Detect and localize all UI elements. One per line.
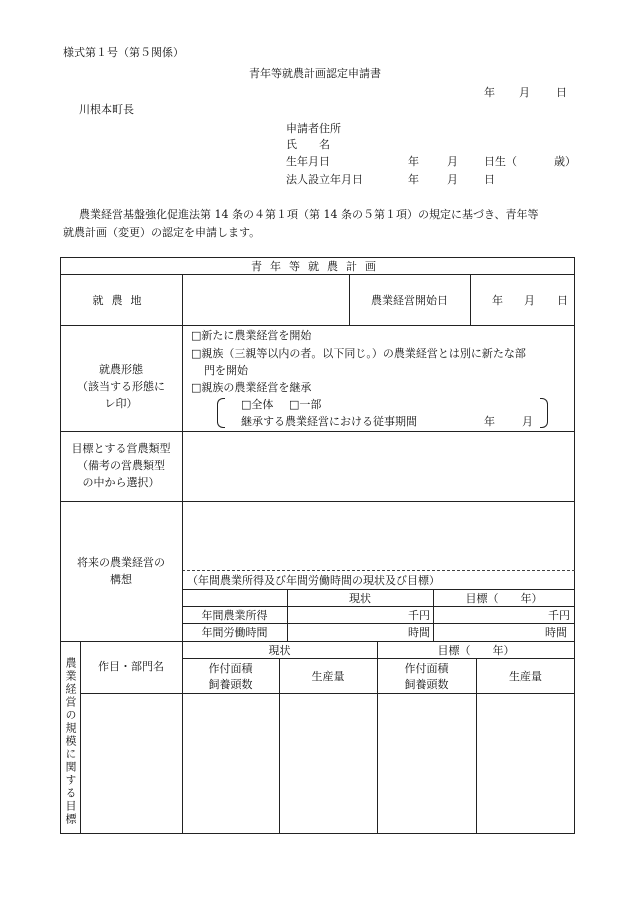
body-line-1: 農業経営基盤強化促進法第 14 条の４第１項（第 14 条の５第１項）の規定に基づき、青年等 — [79, 208, 539, 221]
body-line-2: 就農計画（変更）の認定を申請します。 — [63, 226, 261, 239]
future-label-1: 将来の農業経営の — [77, 556, 165, 569]
area-label-target-2: 飼養頭数 — [404, 678, 449, 691]
corp-month: 月 — [447, 173, 458, 186]
type-label-2: （備考の営農類型 — [77, 459, 165, 472]
date-month: 月 — [519, 86, 530, 99]
future-label-2: 構想 — [110, 573, 132, 586]
crop-label: 作目・部門名 — [98, 660, 164, 673]
target-header: 目標（ 年） — [465, 592, 543, 605]
production-label-current: 生産量 — [311, 670, 345, 683]
start-date-label: 農業経営開始日 — [371, 294, 448, 307]
corp-day: 日 — [484, 173, 495, 186]
left-bracket — [217, 398, 225, 428]
date-day: 日 — [556, 86, 567, 99]
sub-option-all[interactable]: □全体 — [241, 398, 274, 411]
sub-option-part[interactable]: □一部 — [289, 398, 322, 411]
area-label-target-1: 作付面積 — [404, 662, 449, 675]
start-day: 日 — [557, 294, 568, 307]
inherit-year: 年 — [484, 415, 495, 428]
form-label-3: レ印） — [104, 397, 138, 410]
applicant-name-label: 氏 名 — [286, 138, 330, 151]
farm-location-label: 就農地 — [92, 294, 150, 307]
form-label-1: 就農形態 — [99, 363, 143, 376]
corp-label: 法人設立年月日 — [286, 173, 363, 186]
current-header: 現状 — [349, 592, 371, 605]
birth-day: 日生（ — [484, 155, 517, 168]
option-new-farming[interactable]: □新たに農業経営を開始 — [191, 329, 312, 342]
applicant-address-label: 申請者住所 — [286, 122, 341, 135]
type-label-3: の中から選択） — [82, 476, 160, 489]
birth-age: 歳） — [554, 155, 576, 168]
hours-label: 年間労働時間 — [201, 626, 268, 639]
area-label-current-1: 作付面積 — [208, 662, 253, 675]
current-header-2: 現状 — [268, 644, 291, 657]
inherit-period-label: 継承する農業経営における従事期間 — [241, 415, 417, 428]
hours-unit-current: 時間 — [408, 626, 430, 639]
income-unit-current: 千円 — [408, 609, 430, 622]
birth-month: 月 — [447, 155, 458, 168]
corp-year: 年 — [408, 173, 419, 186]
target-header-2: 目標（ 年） — [437, 644, 515, 657]
option-inherit[interactable]: □親族の農業経営を継承 — [191, 381, 312, 394]
inherit-month: 月 — [522, 415, 533, 428]
table-title: 青年等就農計画 — [251, 260, 384, 273]
start-month: 月 — [524, 294, 535, 307]
option-new-division[interactable]: □親族（三親等以内の者。以下同じ。）の農業経営とは別に新たな部 — [191, 347, 526, 360]
birth-label: 生年月日 — [286, 155, 330, 168]
scale-goal-vertical-label: 農業経営の規模に関する目標 — [64, 657, 77, 826]
income-label: 年間農業所得 — [201, 609, 268, 622]
addressee: 川根本町長 — [79, 103, 134, 116]
date-year: 年 — [484, 86, 495, 99]
production-label-target: 生産量 — [509, 670, 542, 683]
area-label-current-2: 飼養頭数 — [208, 678, 253, 691]
form-number: 様式第１号（第５関係） — [63, 46, 184, 59]
option-new-division-cont: 門を開始 — [204, 364, 248, 377]
start-year: 年 — [492, 294, 503, 307]
page-title: 青年等就農計画認定申請書 — [249, 67, 381, 80]
type-label-1: 目標とする営農類型 — [71, 442, 171, 455]
birth-year: 年 — [408, 155, 419, 168]
income-unit-target: 千円 — [548, 609, 570, 622]
right-bracket — [540, 398, 548, 428]
form-label-2: （該当する形態に — [77, 380, 165, 393]
income-hours-note: （年間農業所得及び年間労働時間の現状及び目標） — [187, 574, 440, 587]
hours-unit-target: 時間 — [545, 626, 567, 639]
plan-table — [60, 257, 575, 834]
